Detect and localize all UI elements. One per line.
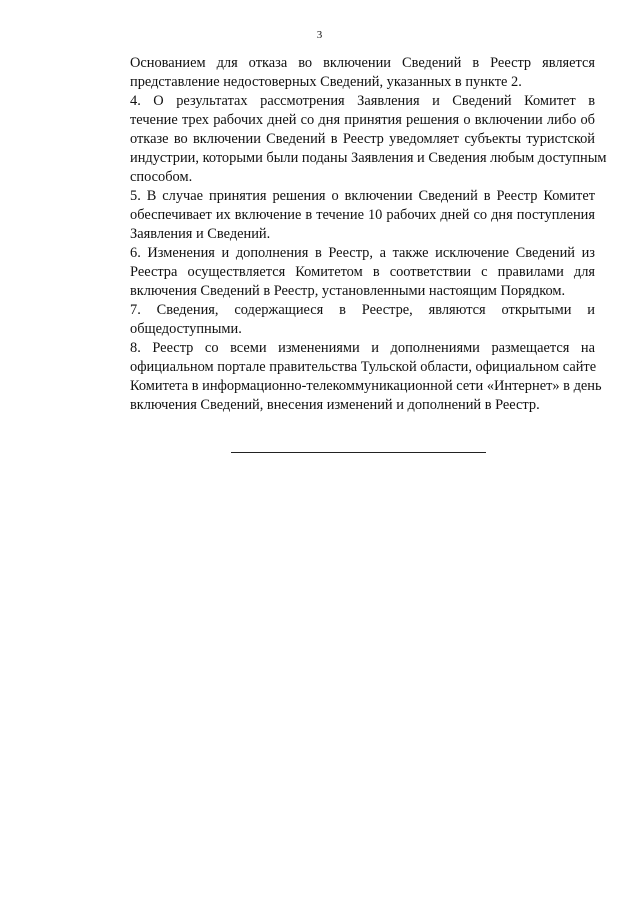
paragraph-line: включения Сведений, внесения изменений и дополнений в Реестр.	[130, 397, 540, 413]
paragraph-line: способом.	[130, 169, 193, 185]
paragraph-line: индустрии, которыми были поданы Заявления и Сведения любым доступным	[130, 150, 607, 166]
paragraph-line: течение трех рабочих дней со дня принятия решения о включении либо об	[130, 112, 595, 128]
paragraph-line: обеспечивает их включение в течение 10 рабочих дней со дня поступления	[130, 207, 595, 223]
paragraph-item-5	[86, 187, 595, 244]
paragraph-item-6	[86, 244, 595, 301]
paragraph-line: 5. В случае принятия решения о включении Сведений в Реестр Комитет	[130, 188, 595, 204]
paragraph-item-7	[86, 301, 595, 339]
paragraph-line: 7. Сведения, содержащиеся в Реестре, являются открытыми и	[130, 302, 595, 318]
paragraph-line: Заявления и Сведений.	[130, 226, 271, 242]
paragraph-line: официальном портале правительства Тульской области, официальном сайте	[130, 359, 597, 375]
paragraph-line: 6. Изменения и дополнения в Реестр, а также исключение Сведений из	[130, 245, 595, 261]
paragraph-line: общедоступными.	[130, 321, 242, 337]
paragraph-line: Реестра осуществляется Комитетом в соответствии с правилами для	[130, 264, 595, 280]
paragraph-item-4	[86, 92, 607, 187]
end-of-document-rule	[231, 452, 486, 453]
paragraph-item-8	[86, 339, 602, 415]
paragraph-grounds-for-refusal	[86, 54, 595, 92]
paragraph-line: представление недостоверных Сведений, указанных в пункте 2.	[130, 74, 522, 90]
paragraph-line: отказе во включении Сведений в Реестр уведомляет субъекты туристской	[130, 131, 595, 147]
paragraph-line: 8. Реестр со всеми изменениями и дополнениями размещается на	[130, 340, 595, 356]
paragraph-line: Комитета в информационно-телекоммуникационной сети «Интернет» в день	[130, 378, 602, 394]
document-body	[86, 54, 607, 415]
paragraph-line: Основанием для отказа во включении Сведений в Реестр является	[130, 55, 595, 71]
page-number: 3	[316, 29, 323, 41]
paragraph-line: включения Сведений в Реестр, установленными настоящим Порядком.	[130, 283, 566, 299]
paragraph-line: 4. О результатах рассмотрения Заявления и Сведений Комитет в	[130, 93, 595, 109]
